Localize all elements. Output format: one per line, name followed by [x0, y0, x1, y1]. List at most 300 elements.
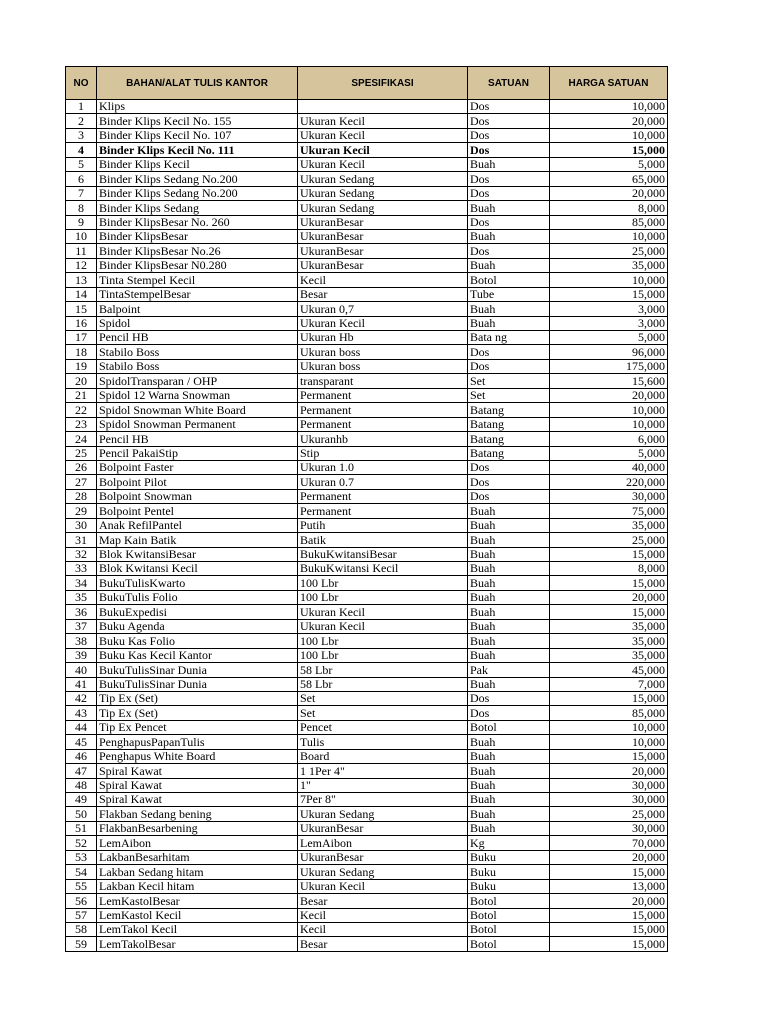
cell-unit: Buah: [468, 157, 550, 171]
cell-no: 52: [66, 836, 97, 850]
cell-unit: Buah: [468, 807, 550, 821]
table-row: [66, 403, 668, 417]
cell-no: 15: [66, 302, 97, 316]
cell-price: 15,600: [550, 374, 668, 388]
cell-item: SpidolTransparan / OHP: [97, 374, 298, 388]
cell-no: 46: [66, 749, 97, 763]
cell-item: Anak RefilPantel: [97, 518, 298, 532]
cell-price: 7,000: [550, 677, 668, 691]
cell-no: 42: [66, 691, 97, 705]
cell-price: 96,000: [550, 345, 668, 359]
cell-no: 26: [66, 460, 97, 474]
table-row: [66, 663, 668, 677]
cell-spec: Permanent: [298, 504, 468, 518]
cell-item: LemKastol Kecil: [97, 908, 298, 922]
cell-unit: Set: [468, 388, 550, 402]
cell-no: 31: [66, 533, 97, 547]
cell-unit: Tube: [468, 287, 550, 301]
cell-spec: Ukuran Kecil: [298, 879, 468, 893]
header-no: NO: [66, 67, 97, 100]
table-row: [66, 634, 668, 648]
cell-item: Bolpoint Pentel: [97, 504, 298, 518]
cell-price: 45,000: [550, 663, 668, 677]
cell-unit: Buah: [468, 590, 550, 604]
table-row: [66, 215, 668, 229]
header-unit: SATUAN: [468, 67, 550, 100]
cell-spec: UkuranBesar: [298, 229, 468, 243]
cell-spec: Set: [298, 691, 468, 705]
cell-no: 4: [66, 143, 97, 157]
cell-unit: Batang: [468, 432, 550, 446]
cell-price: 35,000: [550, 619, 668, 633]
cell-price: 35,000: [550, 258, 668, 272]
table-row: [66, 720, 668, 734]
table-body: [66, 100, 668, 952]
table-row: [66, 374, 668, 388]
cell-item: Binder Klips Sedang No.200: [97, 172, 298, 186]
cell-no: 20: [66, 374, 97, 388]
cell-unit: Buah: [468, 576, 550, 590]
cell-unit: Dos: [468, 100, 550, 114]
cell-item: Spiral Kawat: [97, 778, 298, 792]
cell-spec: UkuranBesar: [298, 244, 468, 258]
table-row: [66, 302, 668, 316]
cell-price: 5,000: [550, 157, 668, 171]
header-item: BAHAN/ALAT TULIS KANTOR: [97, 67, 298, 100]
table-row: [66, 778, 668, 792]
cell-no: 7: [66, 186, 97, 200]
cell-price: 6,000: [550, 432, 668, 446]
cell-price: 15,000: [550, 749, 668, 763]
table-row: [66, 258, 668, 272]
cell-spec: Besar: [298, 287, 468, 301]
cell-spec: Ukuran boss: [298, 345, 468, 359]
cell-unit: Buah: [468, 735, 550, 749]
cell-item: Spidol 12 Warna Snowman: [97, 388, 298, 402]
cell-unit: Batang: [468, 403, 550, 417]
cell-no: 54: [66, 865, 97, 879]
cell-price: 175,000: [550, 359, 668, 373]
cell-spec: UkuranBesar: [298, 258, 468, 272]
cell-item: Spidol: [97, 316, 298, 330]
cell-spec: Ukuran Kecil: [298, 605, 468, 619]
cell-item: Tip Ex (Set): [97, 706, 298, 720]
cell-no: 10: [66, 229, 97, 243]
cell-price: 20,000: [550, 114, 668, 128]
cell-unit: Dos: [468, 186, 550, 200]
table-row: [66, 172, 668, 186]
cell-spec: Kecil: [298, 273, 468, 287]
table-row: [66, 475, 668, 489]
cell-no: 59: [66, 937, 97, 951]
cell-spec: Ukuran Kecil: [298, 114, 468, 128]
cell-unit: Buah: [468, 201, 550, 215]
cell-item: Penghapus White Board: [97, 749, 298, 763]
cell-no: 28: [66, 489, 97, 503]
table-row: [66, 186, 668, 200]
cell-no: 1: [66, 100, 97, 114]
cell-unit: Buah: [468, 619, 550, 633]
cell-unit: Dos: [468, 691, 550, 705]
cell-no: 3: [66, 128, 97, 142]
cell-price: 10,000: [550, 403, 668, 417]
cell-spec: Ukuran 1.0: [298, 460, 468, 474]
cell-spec: Ukuran Sedang: [298, 186, 468, 200]
table-row: [66, 850, 668, 864]
cell-item: Binder Klips Kecil No. 155: [97, 114, 298, 128]
cell-item: Binder KlipsBesar N0.280: [97, 258, 298, 272]
cell-spec: 1": [298, 778, 468, 792]
cell-spec: UkuranBesar: [298, 215, 468, 229]
cell-unit: Buah: [468, 533, 550, 547]
header-row: [66, 67, 668, 100]
cell-unit: Buah: [468, 316, 550, 330]
cell-item: Spidol Snowman White Board: [97, 403, 298, 417]
cell-price: 15,000: [550, 287, 668, 301]
cell-no: 53: [66, 850, 97, 864]
cell-price: 15,000: [550, 865, 668, 879]
cell-item: Buku Kas Kecil Kantor: [97, 648, 298, 662]
cell-no: 5: [66, 157, 97, 171]
cell-unit: Set: [468, 374, 550, 388]
header-spec: SPESIFIKASI: [298, 67, 468, 100]
cell-spec: Batik: [298, 533, 468, 547]
cell-no: 6: [66, 172, 97, 186]
cell-no: 41: [66, 677, 97, 691]
cell-item: Buku Agenda: [97, 619, 298, 633]
cell-no: 19: [66, 359, 97, 373]
cell-item: FlakbanBesarbening: [97, 821, 298, 835]
cell-price: 3,000: [550, 316, 668, 330]
cell-no: 44: [66, 720, 97, 734]
cell-item: Pencil HB: [97, 432, 298, 446]
cell-no: 21: [66, 388, 97, 402]
cell-item: Stabilo Boss: [97, 345, 298, 359]
cell-no: 40: [66, 663, 97, 677]
cell-unit: Buah: [468, 547, 550, 561]
cell-unit: Buah: [468, 778, 550, 792]
cell-item: LemKastolBesar: [97, 894, 298, 908]
cell-item: Tinta Stempel Kecil: [97, 273, 298, 287]
cell-no: 39: [66, 648, 97, 662]
cell-price: 35,000: [550, 634, 668, 648]
cell-item: LemAibon: [97, 836, 298, 850]
cell-no: 32: [66, 547, 97, 561]
cell-unit: Botol: [468, 937, 550, 951]
cell-unit: Dos: [468, 706, 550, 720]
cell-price: 65,000: [550, 172, 668, 186]
cell-price: 220,000: [550, 475, 668, 489]
cell-price: 15,000: [550, 143, 668, 157]
cell-unit: Dos: [468, 489, 550, 503]
cell-no: 30: [66, 518, 97, 532]
table-row: [66, 143, 668, 157]
cell-no: 58: [66, 922, 97, 936]
cell-item: Spiral Kawat: [97, 793, 298, 807]
cell-spec: Ukuran boss: [298, 359, 468, 373]
cell-price: 10,000: [550, 100, 668, 114]
cell-price: 40,000: [550, 460, 668, 474]
table-row: [66, 677, 668, 691]
table-row: [66, 879, 668, 893]
cell-price: 85,000: [550, 706, 668, 720]
cell-unit: Buah: [468, 258, 550, 272]
cell-spec: 100 Lbr: [298, 634, 468, 648]
cell-price: 8,000: [550, 201, 668, 215]
cell-unit: Buah: [468, 821, 550, 835]
cell-no: 16: [66, 316, 97, 330]
cell-no: 33: [66, 562, 97, 576]
cell-item: Balpoint: [97, 302, 298, 316]
cell-unit: Buah: [468, 229, 550, 243]
cell-price: 15,000: [550, 908, 668, 922]
cell-spec: Ukuran Kecil: [298, 316, 468, 330]
cell-price: 10,000: [550, 128, 668, 142]
table-row: [66, 576, 668, 590]
cell-spec: Ukuran Kecil: [298, 143, 468, 157]
cell-spec: Kecil: [298, 908, 468, 922]
price-list-table: [65, 66, 668, 952]
cell-no: 35: [66, 590, 97, 604]
cell-no: 27: [66, 475, 97, 489]
cell-item: Binder KlipsBesar No.26: [97, 244, 298, 258]
cell-spec: Putih: [298, 518, 468, 532]
table-row: [66, 518, 668, 532]
cell-price: 15,000: [550, 605, 668, 619]
cell-item: LemTakol Kecil: [97, 922, 298, 936]
table-row: [66, 807, 668, 821]
cell-spec: 7Per 8": [298, 793, 468, 807]
table-row: [66, 201, 668, 215]
cell-no: 38: [66, 634, 97, 648]
cell-price: 5,000: [550, 446, 668, 460]
cell-spec: BukuKwitansiBesar: [298, 547, 468, 561]
table-row: [66, 865, 668, 879]
cell-price: 30,000: [550, 489, 668, 503]
cell-price: 25,000: [550, 533, 668, 547]
cell-spec: Permanent: [298, 417, 468, 431]
cell-price: 3,000: [550, 302, 668, 316]
cell-item: Map Kain Batik: [97, 533, 298, 547]
cell-no: 29: [66, 504, 97, 518]
cell-price: 30,000: [550, 778, 668, 792]
cell-unit: Buah: [468, 648, 550, 662]
table-row: [66, 547, 668, 561]
cell-spec: 100 Lbr: [298, 590, 468, 604]
table-row: [66, 417, 668, 431]
cell-spec: Ukuran Kecil: [298, 128, 468, 142]
table-row: [66, 345, 668, 359]
table-row: [66, 908, 668, 922]
table-row: [66, 691, 668, 705]
cell-unit: Batang: [468, 417, 550, 431]
cell-spec: Board: [298, 749, 468, 763]
cell-price: 15,000: [550, 922, 668, 936]
cell-spec: LemAibon: [298, 836, 468, 850]
cell-unit: Buku: [468, 850, 550, 864]
cell-unit: Buah: [468, 302, 550, 316]
cell-no: 37: [66, 619, 97, 633]
cell-price: 85,000: [550, 215, 668, 229]
cell-price: 5,000: [550, 331, 668, 345]
cell-unit: Dos: [468, 143, 550, 157]
cell-price: 20,000: [550, 590, 668, 604]
cell-unit: Dos: [468, 114, 550, 128]
cell-price: 25,000: [550, 244, 668, 258]
cell-spec: Ukuran Sedang: [298, 201, 468, 215]
cell-unit: Buah: [468, 504, 550, 518]
cell-spec: Permanent: [298, 403, 468, 417]
cell-item: Spidol Snowman Permanent: [97, 417, 298, 431]
cell-item: Binder Klips Kecil No. 111: [97, 143, 298, 157]
cell-item: Binder KlipsBesar: [97, 229, 298, 243]
cell-spec: 100 Lbr: [298, 576, 468, 590]
cell-no: 23: [66, 417, 97, 431]
cell-no: 45: [66, 735, 97, 749]
table-row: [66, 793, 668, 807]
cell-unit: Pak: [468, 663, 550, 677]
header-price: HARGA SATUAN: [550, 67, 668, 100]
table-row: [66, 114, 668, 128]
cell-price: 30,000: [550, 821, 668, 835]
cell-unit: Buah: [468, 634, 550, 648]
cell-item: Blok Kwitansi Kecil: [97, 562, 298, 576]
cell-spec: Ukuran Sedang: [298, 807, 468, 821]
cell-price: 20,000: [550, 894, 668, 908]
cell-no: 47: [66, 764, 97, 778]
cell-item: Lakban Kecil hitam: [97, 879, 298, 893]
cell-unit: Buku: [468, 879, 550, 893]
cell-item: BukuTulisKwarto: [97, 576, 298, 590]
table-row: [66, 432, 668, 446]
table-row: [66, 749, 668, 763]
table-row: [66, 460, 668, 474]
cell-unit: Dos: [468, 244, 550, 258]
cell-price: 10,000: [550, 417, 668, 431]
cell-item: Klips: [97, 100, 298, 114]
cell-spec: Permanent: [298, 388, 468, 402]
cell-price: 20,000: [550, 764, 668, 778]
cell-price: 10,000: [550, 735, 668, 749]
table-row: [66, 937, 668, 951]
cell-spec: Besar: [298, 937, 468, 951]
table-row: [66, 836, 668, 850]
cell-item: Bolpoint Snowman: [97, 489, 298, 503]
table-row: [66, 287, 668, 301]
cell-price: 8,000: [550, 562, 668, 576]
cell-item: Pencil HB: [97, 331, 298, 345]
cell-spec: Tulis: [298, 735, 468, 749]
cell-no: 51: [66, 821, 97, 835]
cell-no: 22: [66, 403, 97, 417]
table-row: [66, 331, 668, 345]
cell-item: Tip Ex Pencet: [97, 720, 298, 734]
cell-no: 55: [66, 879, 97, 893]
cell-spec: UkuranBesar: [298, 850, 468, 864]
cell-no: 36: [66, 605, 97, 619]
cell-item: BukuTulis Folio: [97, 590, 298, 604]
cell-price: 10,000: [550, 273, 668, 287]
cell-unit: Buah: [468, 764, 550, 778]
cell-price: 75,000: [550, 504, 668, 518]
cell-price: 20,000: [550, 388, 668, 402]
cell-price: 15,000: [550, 691, 668, 705]
cell-no: 49: [66, 793, 97, 807]
cell-spec: [298, 100, 468, 114]
cell-unit: Buah: [468, 518, 550, 532]
cell-unit: Buah: [468, 749, 550, 763]
cell-price: 35,000: [550, 648, 668, 662]
cell-item: BukuTulisSinar Dunia: [97, 663, 298, 677]
cell-price: 25,000: [550, 807, 668, 821]
table-row: [66, 735, 668, 749]
cell-price: 20,000: [550, 850, 668, 864]
table-row: [66, 533, 668, 547]
table-row: [66, 590, 668, 604]
cell-item: Binder KlipsBesar No. 260: [97, 215, 298, 229]
cell-unit: Buah: [468, 793, 550, 807]
table-row: [66, 821, 668, 835]
cell-price: 35,000: [550, 518, 668, 532]
cell-no: 34: [66, 576, 97, 590]
cell-spec: Stip: [298, 446, 468, 460]
cell-no: 57: [66, 908, 97, 922]
cell-no: 24: [66, 432, 97, 446]
cell-unit: Buku: [468, 865, 550, 879]
cell-no: 17: [66, 331, 97, 345]
cell-spec: Set: [298, 706, 468, 720]
cell-spec: 1 1Per 4": [298, 764, 468, 778]
cell-price: 70,000: [550, 836, 668, 850]
cell-no: 50: [66, 807, 97, 821]
cell-item: Buku Kas Folio: [97, 634, 298, 648]
cell-item: Binder Klips Sedang: [97, 201, 298, 215]
cell-item: Lakban Sedang hitam: [97, 865, 298, 879]
table-row: [66, 316, 668, 330]
cell-no: 12: [66, 258, 97, 272]
cell-spec: Pencet: [298, 720, 468, 734]
cell-unit: Kg: [468, 836, 550, 850]
cell-spec: Ukuran Kecil: [298, 619, 468, 633]
table-row: [66, 706, 668, 720]
table-row: [66, 128, 668, 142]
cell-item: Tip Ex (Set): [97, 691, 298, 705]
cell-spec: transparant: [298, 374, 468, 388]
table-row: [66, 504, 668, 518]
cell-price: 20,000: [550, 186, 668, 200]
table-row: [66, 229, 668, 243]
cell-spec: Kecil: [298, 922, 468, 936]
cell-spec: Ukuran 0.7: [298, 475, 468, 489]
cell-unit: Buah: [468, 677, 550, 691]
cell-spec: Ukuran Hb: [298, 331, 468, 345]
cell-item: LakbanBesarhitam: [97, 850, 298, 864]
cell-spec: Ukuran Sedang: [298, 865, 468, 879]
table-row: [66, 446, 668, 460]
cell-spec: 58 Lbr: [298, 663, 468, 677]
cell-spec: Ukuran Kecil: [298, 157, 468, 171]
cell-spec: Ukuranhb: [298, 432, 468, 446]
cell-spec: Ukuran Sedang: [298, 172, 468, 186]
cell-spec: UkuranBesar: [298, 821, 468, 835]
cell-unit: Batang: [468, 446, 550, 460]
cell-no: 8: [66, 201, 97, 215]
cell-unit: Buah: [468, 605, 550, 619]
cell-price: 13,000: [550, 879, 668, 893]
cell-unit: Botol: [468, 908, 550, 922]
cell-no: 25: [66, 446, 97, 460]
cell-unit: Botol: [468, 922, 550, 936]
